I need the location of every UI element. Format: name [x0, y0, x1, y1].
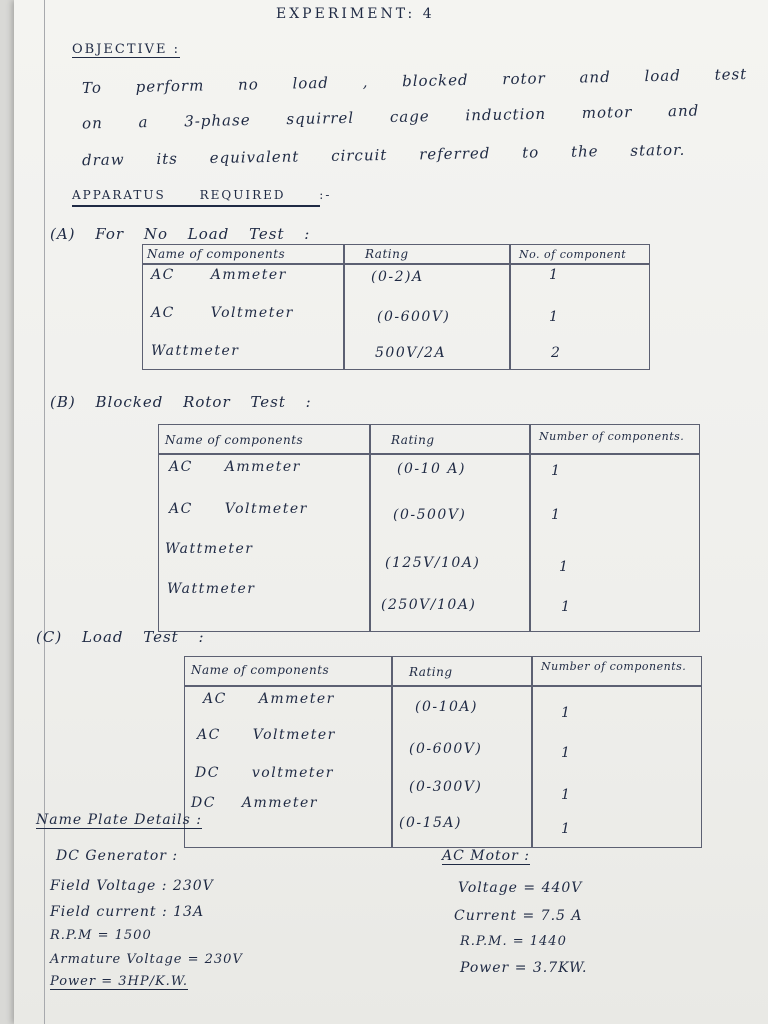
table-cell: 1 — [549, 309, 560, 325]
table-cell: Wattmeter — [151, 343, 240, 359]
table-cell: (125V/10A) — [385, 555, 481, 571]
ac-motor-line: Voltage = 440V — [458, 880, 583, 896]
objective-line-2: on a 3-phase squirrel cage induction motor and — [81, 101, 700, 133]
table-cell: (0-500V) — [393, 507, 467, 523]
table-cell: (0-600V) — [409, 741, 483, 757]
table-cell: (250V/10A) — [381, 597, 477, 613]
table-header: Number of components. — [541, 660, 687, 673]
table-cell: (0-2)A — [371, 269, 424, 285]
objective-line-1: To perform no load , blocked rotor and load test — [81, 65, 748, 97]
table-cell: AC Ammeter — [151, 267, 287, 283]
table-header: Rating — [391, 433, 435, 447]
ac-motor-line: Power = 3.7KW. — [460, 960, 588, 976]
objective-line-3: draw its equivalent circuit referred to the stator. — [81, 140, 686, 170]
table-cell: Wattmeter — [167, 581, 256, 597]
load-test-table — [184, 656, 702, 848]
table-cell: (0-300V) — [409, 779, 483, 795]
table-cell: 1 — [559, 559, 570, 575]
table-cell: (0-600V) — [377, 309, 451, 325]
load-test-label: (C) Load Test : — [36, 628, 205, 646]
dc-generator-line: Power = 3HP/K.W. — [50, 974, 189, 989]
experiment-title: EXPERIMENT: 4 — [276, 6, 435, 22]
table-cell: 1 — [561, 821, 572, 837]
table-header: Name of components — [191, 663, 330, 677]
ac-motor-title: AC Motor : — [442, 848, 530, 864]
table-cell: AC Ammeter — [203, 691, 335, 707]
ac-motor-line: R.P.M. = 1440 — [460, 934, 567, 949]
objective-heading: OBJECTIVE : — [72, 42, 181, 57]
table-cell: (0-10 A) — [397, 461, 466, 477]
table-header: No. of component — [519, 248, 627, 261]
table-header: Rating — [409, 665, 453, 679]
apparatus-heading: APPARATUS REQUIRED :- — [72, 188, 332, 202]
table-cell: 500V/2A — [375, 345, 447, 361]
table-cell: 1 — [561, 787, 572, 803]
dc-generator-line: R.P.M = 1500 — [50, 928, 152, 943]
table-cell: DC Ammeter — [191, 795, 318, 811]
table-cell: (0-15A) — [399, 815, 462, 831]
table-cell: 1 — [561, 705, 572, 721]
apparatus-underline — [72, 205, 320, 207]
dc-generator-line: Field current : 13A — [50, 904, 205, 920]
table-header: Name of components — [147, 247, 286, 261]
table-cell: 1 — [561, 599, 572, 615]
table-header: Number of components. — [539, 430, 685, 443]
table-cell: Wattmeter — [165, 541, 254, 557]
blocked-rotor-test-label: (B) Blocked Rotor Test : — [50, 393, 312, 411]
table-cell: AC Voltmeter — [151, 305, 294, 321]
table-cell: 1 — [561, 745, 572, 761]
table-cell: 1 — [551, 463, 562, 479]
ac-motor-line: Current = 7.5 A — [454, 908, 583, 924]
table-cell: 2 — [551, 345, 562, 361]
table-cell: AC Ammeter — [169, 459, 301, 475]
dc-generator-line: Armature Voltage = 230V — [50, 952, 243, 967]
table-cell: AC Voltmeter — [169, 501, 308, 517]
table-header: Rating — [365, 247, 409, 261]
dc-generator-title: DC Generator : — [56, 848, 179, 864]
notebook-page — [14, 0, 768, 1024]
table-header: Name of components — [165, 433, 304, 447]
dc-generator-line: Field Voltage : 230V — [50, 878, 214, 894]
blocked-rotor-table — [158, 424, 700, 632]
margin-line — [44, 0, 45, 1024]
table-cell: DC voltmeter — [195, 765, 334, 781]
table-cell: 1 — [551, 507, 562, 523]
table-cell: AC Voltmeter — [197, 727, 336, 743]
nameplate-heading: Name Plate Details : — [36, 812, 203, 828]
table-cell: (0-10A) — [415, 699, 478, 715]
no-load-table — [142, 244, 650, 370]
table-cell: 1 — [549, 267, 560, 283]
no-load-test-label: (A) For No Load Test : — [50, 225, 311, 243]
